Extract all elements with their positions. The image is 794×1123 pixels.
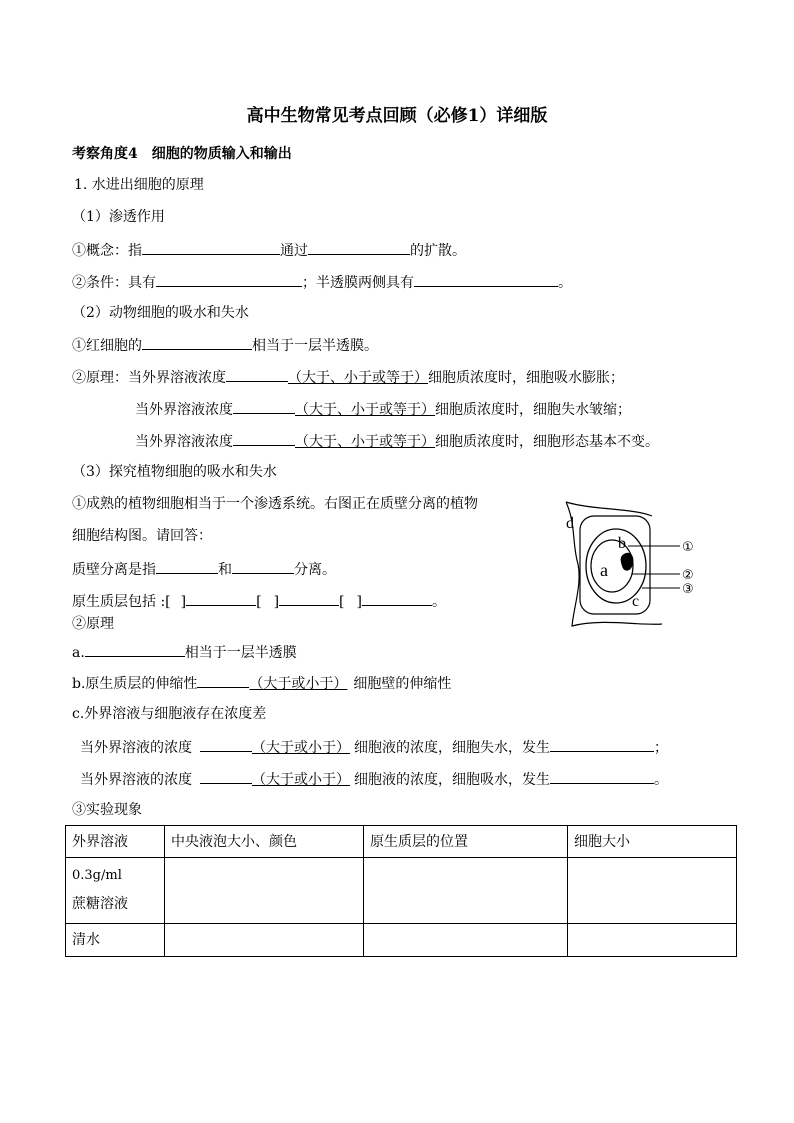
- blank-principle-1[interactable]: [226, 366, 288, 382]
- table-row: [66, 858, 737, 924]
- table-header-row: [66, 826, 737, 858]
- label-d: d: [566, 515, 574, 532]
- cell-water-protoplast[interactable]: [364, 924, 568, 957]
- cell-sucrose-size[interactable]: [568, 858, 737, 924]
- principle-line-2: 当外界溶液浓度 （大于、小于或等于）细胞质浓度时，细胞失水皱缩；: [135, 398, 631, 420]
- blank-rbc[interactable]: [142, 334, 252, 350]
- protoplast-layer-line: 原生质层包括 :[ ] [ ] [ ] 。: [72, 590, 446, 612]
- principle-line-3: 当外界溶液浓度 （大于、小于或等于）细胞质浓度时，细胞形态基本不变。: [135, 430, 659, 452]
- plasmolysis-line: 质壁分离是指 和 分离。: [72, 558, 336, 580]
- plant-cell-intro-2: 细胞结构图。请回答：: [72, 528, 212, 544]
- blank-condition-2[interactable]: [414, 271, 558, 287]
- principle-line-1: ②原理：当外界溶液浓度 （大于、小于或等于）细胞质浓度时，细胞吸水膨胀；: [72, 366, 624, 388]
- osmosis-concept-line: ①概念：指 通过 的扩散。: [72, 239, 466, 261]
- blank-principle-3[interactable]: [233, 430, 295, 446]
- marker-3: ③: [682, 582, 694, 597]
- marker-2: ②: [682, 568, 694, 583]
- rbc-line: ①红细胞的 相当于一层半透膜。: [72, 334, 378, 356]
- row-water-label: 清水: [66, 924, 165, 957]
- principle-heading: ②原理: [72, 616, 114, 632]
- header-protoplast: 原生质层的位置: [364, 826, 568, 858]
- label-a: a: [600, 560, 608, 580]
- blank-plasmolysis-1[interactable]: [156, 558, 218, 574]
- blank-concept-1[interactable]: [142, 239, 280, 255]
- osmosis-condition-line: ②条件：具有 ；半透膜两侧具有 。: [72, 271, 572, 293]
- label-b: b: [618, 535, 626, 552]
- q1-sub1: （1）渗透作用: [72, 209, 165, 225]
- blank-condition-1[interactable]: [156, 271, 302, 287]
- observation-heading: ③实验现象: [72, 802, 142, 818]
- blank-principle-2[interactable]: [233, 398, 295, 414]
- plant-cell-intro-1: ①成熟的植物细胞相当于一个渗透系统。右图正在质壁分离的植物: [72, 496, 478, 512]
- blank-layer-1[interactable]: [186, 590, 256, 606]
- observation-table: [65, 825, 737, 957]
- principle-a-line: a. 相当于一层半透膜: [72, 641, 297, 663]
- q1-sub2: （2）动物细胞的吸水和失水: [72, 305, 249, 321]
- cell-sucrose-vacuole[interactable]: [165, 858, 364, 924]
- cell-sucrose-protoplast[interactable]: [364, 858, 568, 924]
- concentration-line-1: 当外界溶液的浓度 （大于或小于） 细胞液的浓度，细胞失水，发生 ；: [80, 736, 668, 758]
- page-title: 高中生物常见考点回顾（必修1）详细版: [246, 106, 548, 126]
- plasmolysis-cell-diagram: [562, 494, 707, 630]
- blank-phenomenon-1[interactable]: [550, 736, 654, 752]
- label-c: c: [632, 593, 640, 610]
- section-heading: 考察角度4 细胞的物质输入和输出: [72, 146, 292, 162]
- blank-concept-2[interactable]: [308, 239, 410, 255]
- header-vacuole: 中央液泡大小、颜色: [165, 826, 364, 858]
- marker-1: ①: [682, 540, 694, 555]
- principle-b-line: b.原生质层的伸缩性 （大于或小于） 细胞壁的伸缩性: [72, 672, 451, 694]
- blank-conc-1[interactable]: [200, 736, 252, 752]
- nucleus: [621, 553, 634, 571]
- blank-plasmolysis-2[interactable]: [232, 558, 294, 574]
- cell-water-vacuole[interactable]: [165, 924, 364, 957]
- header-cell-size: 细胞大小: [568, 826, 737, 858]
- header-solution: 外界溶液: [66, 826, 165, 858]
- table-row: [66, 924, 737, 957]
- blank-layer-2[interactable]: [279, 590, 339, 606]
- row-sucrose-label: 0.3g/ml 蔗糖溶液: [66, 858, 165, 924]
- blank-conc-2[interactable]: [200, 768, 252, 784]
- blank-principle-a[interactable]: [85, 641, 185, 657]
- blank-phenomenon-2[interactable]: [550, 768, 654, 784]
- concentration-line-2: 当外界溶液的浓度 （大于或小于） 细胞液的浓度，细胞吸水，发生 。: [80, 768, 668, 790]
- q1-heading: 1. 水进出细胞的原理: [74, 177, 204, 193]
- principle-c-line: c.外界溶液与细胞液存在浓度差: [72, 706, 267, 722]
- blank-layer-3[interactable]: [362, 590, 432, 606]
- blank-principle-b[interactable]: [197, 672, 249, 688]
- cell-water-size[interactable]: [568, 924, 737, 957]
- q1-sub3: （3）探究植物细胞的吸水和失水: [72, 464, 277, 480]
